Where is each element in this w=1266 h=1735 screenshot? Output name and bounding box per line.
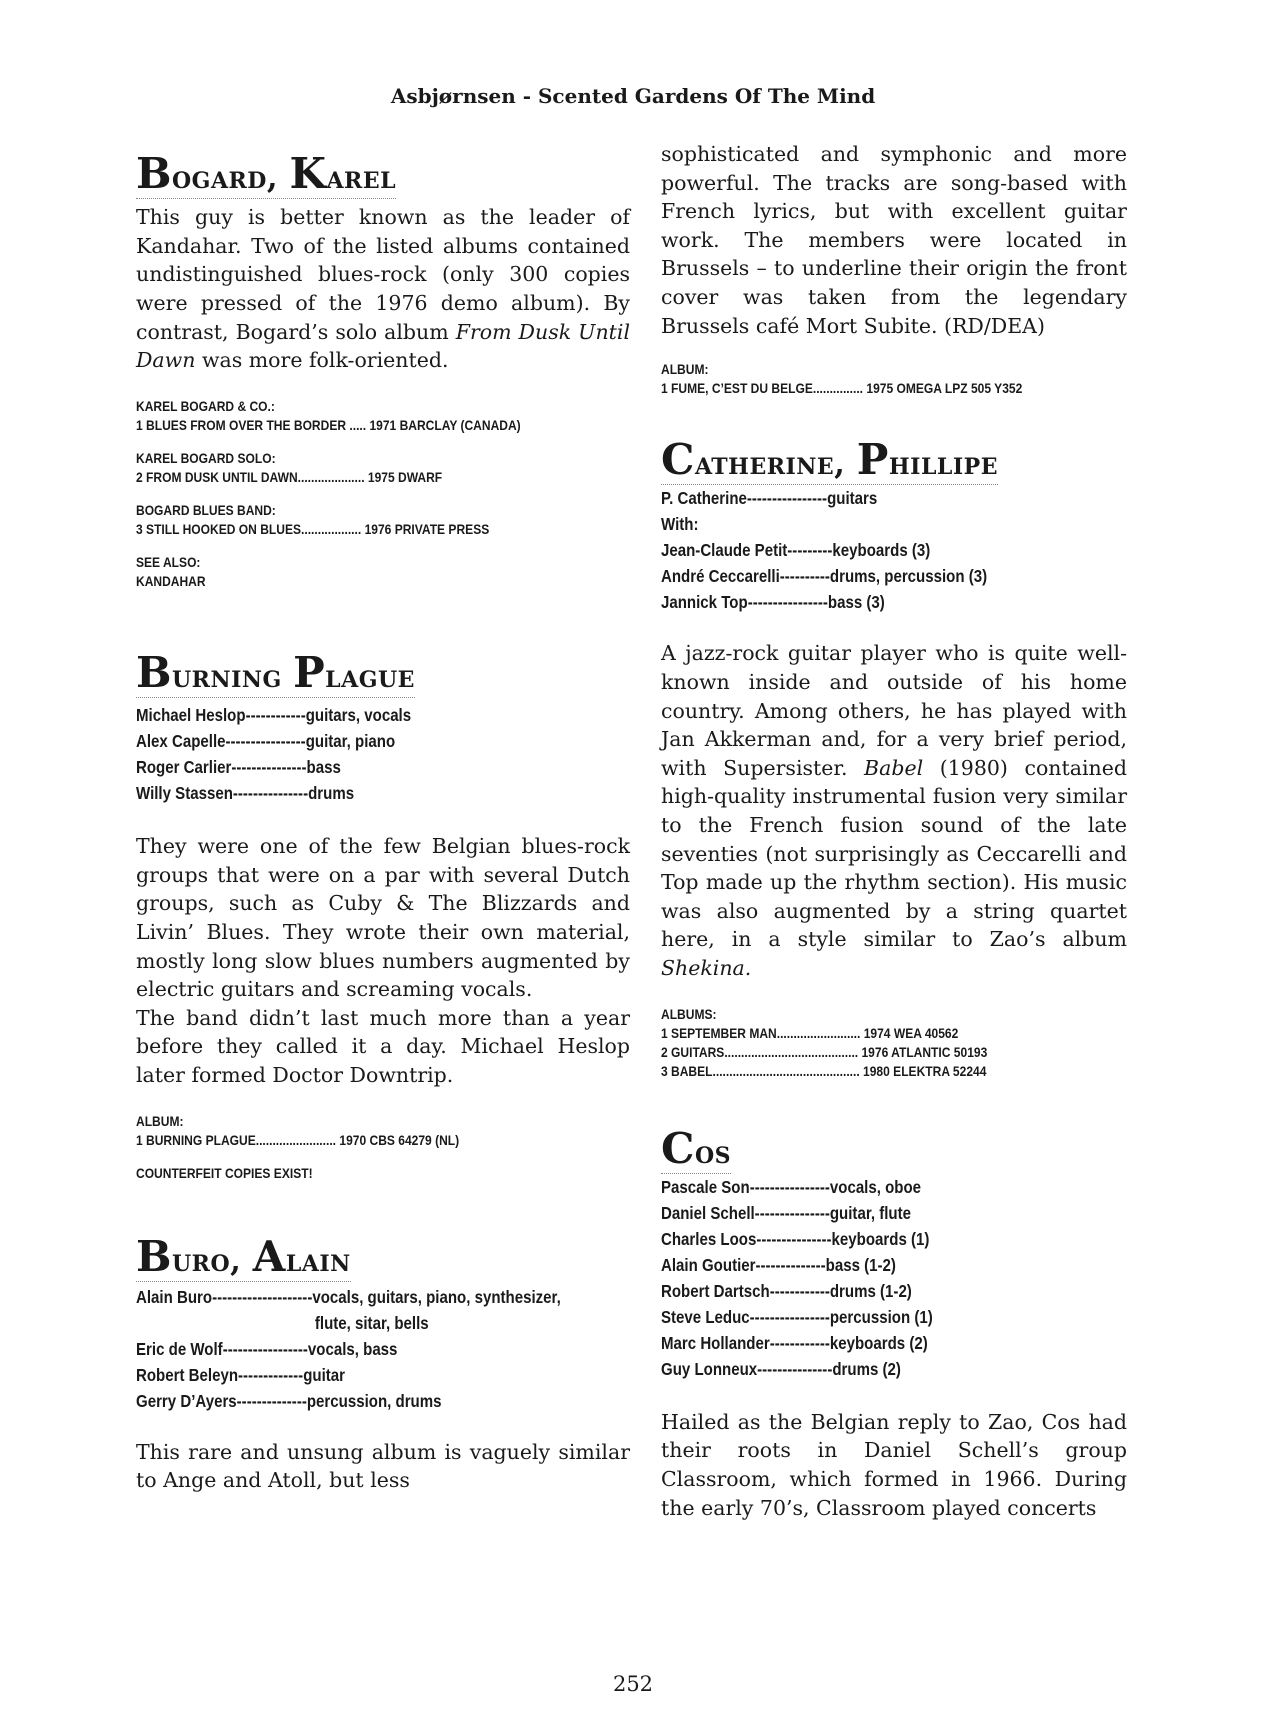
entry-title-catherine: Catherine, Phillipe (661, 435, 998, 485)
disc-group: KAREL BOGARD SOLO: 2 FROM DUSK UNTIL DAWN.................... 1975 DWARF (136, 449, 443, 485)
lineup-row: Robert Dartsch ------------ drums (1-2) (661, 1280, 912, 1301)
lineup-row: Alain Buro -------------------- vocals, guitars, piano, synthesizer, (136, 1286, 561, 1307)
lineup-row: Guy Lonneux --------------- drums (2) (661, 1358, 901, 1379)
discography-buro (661, 360, 1062, 398)
disc-line: 2 GUITARS........................................ 1976 ATLANTIC 50193 (661, 1043, 988, 1060)
disc-note: COUNTERFEIT COPIES EXIST! (136, 1164, 313, 1181)
lineup-row: Robert Beleyn ------------- guitar (136, 1364, 346, 1385)
lineup-buro (136, 1284, 561, 1414)
disc-line: 1 SEPTEMBER MAN......................... 1974 WEA 40562 (661, 1024, 959, 1041)
entry-title-cos: Cos (661, 1123, 731, 1173)
lineup-row: André Ceccarelli ---------- drums, percussion (3) (661, 566, 988, 587)
lineup-row: Alex Capelle ---------------- guitar, piano (136, 731, 396, 752)
disc-line: 3 BABEL............................................ 1980 ELEKTRA 52244 (661, 1062, 987, 1079)
discography-catherine: ALBUMS: 1 SEPTEMBER MAN......................... 1974 WEA 40562 2 GUITARS........................................ 1976 ATLANTIC 50193 3 BABEL............................................ 1980 ELEKTRA 52244 (661, 1005, 1062, 1081)
lineup-row: Michael Heslop ------------ guitars, vocals (136, 705, 412, 726)
discography-burning-plague (136, 1112, 561, 1183)
entry-body-cos: Hailed as the Belgian reply to Zao, Cos had their roots in Daniel Schell’s group Classroom, which formed in 1966. During the early 70’s, Classroom played concerts (661, 1409, 1127, 1520)
entry-cos (661, 1125, 1127, 1523)
entry-bogard (136, 150, 630, 591)
lineup-row: P. Catherine ---------------- guitars (661, 488, 878, 509)
lineup-row: Jannick Top ---------------- bass (3) (661, 592, 885, 613)
page-number: 252 (612, 1672, 654, 1696)
lineup-row: Roger Carlier --------------- bass (136, 757, 341, 778)
entry-title-buro: Buro, Alain (136, 1231, 351, 1281)
disc-group: ALBUM: 1 FUME, C’EST DU BELGE............... 1975 OMEGA LPZ 505 Y352 (661, 361, 1023, 397)
lineup-row: Steve Leduc ---------------- percussion (1) (661, 1306, 933, 1327)
left-column (136, 150, 630, 1495)
lineup-row: Willy Stassen --------------- drums (136, 783, 355, 804)
entry-burning-plague (136, 649, 630, 1183)
entry-title-burning-plague: Burning Plague (136, 647, 415, 697)
discography-bogard (136, 397, 561, 591)
lineup-row: Eric de Wolf ----------------- vocals, bass (136, 1338, 398, 1359)
disc-group: BOGARD BLUES BAND: 3 STILL HOOKED ON BLUES.................. 1976 PRIVATE PRESS (136, 501, 490, 537)
lineup-burning-plague (136, 702, 561, 806)
lineup-catherine (661, 485, 1062, 615)
lineup-row: Alain Goutier -------------- bass (1-2) (661, 1254, 896, 1275)
entry-body-buro: This rare and unsung album is vaguely similar to Ange and Atoll, but less (136, 1439, 630, 1493)
lineup-row: Pascale Son ---------------- vocals, oboe (661, 1176, 922, 1197)
disc-group: SEE ALSO: KANDAHAR (136, 553, 206, 589)
lineup-row: Marc Hollander ------------ keyboards (2) (661, 1332, 928, 1353)
lineup-row: Gerry D’Ayers -------------- percussion, drums (136, 1390, 442, 1411)
disc-group: ALBUM: 1 BURNING PLAGUE........................ 1970 CBS 64279 (NL) (136, 1112, 460, 1148)
entry-catherine (661, 436, 1127, 1080)
lineup-row: With: (661, 514, 699, 535)
lineup-cos (661, 1174, 1062, 1382)
entry-body-bogard: This guy is better known as the leader of Kandahar. Two of the listed albums contained undistinguished blues-rock (only 300 copies were pressed of the 1976 demo album). By contrast, Bogard’s solo album From Dusk Until Dawn was more folk-oriented. (136, 205, 631, 373)
disc-group: KAREL BOGARD & CO.: 1 BLUES FROM OVER THE BORDER ..... 1971 BARCLAY (CANADA) (136, 397, 521, 433)
lineup-row: Charles Loos --------------- keyboards (1) (661, 1228, 930, 1249)
entry-body-burning-plague-2: The band didn’t last much more than a year before they called it a day. Michael Heslop later formed Doctor Downtrip. (136, 1005, 630, 1087)
entry-buro-continued (661, 140, 1127, 398)
right-column (661, 140, 1127, 1522)
entry-body-burning-plague: They were one of the few Belgian blues-rock groups that were on a par with several Dutch groups, such as Cuby & The Blizzards and Livin’ Blues. They wrote their own material, mostly long slow blues numbers augmented by electric guitars and screaming vocals. (136, 834, 630, 1002)
entry-buro (136, 1233, 630, 1495)
entry-body-buro-continued: sophisticated and symphonic and more powerful. The tracks are song-based with French lyrics, but with excellent guitar work. The members were located in Brussels – to underline their origin the front cover was taken from the legendary Brussels café Mort Subite. (RD/DEA) (661, 142, 1127, 338)
lineup-row: Jean-Claude Petit --------- keyboards (3) (661, 540, 931, 561)
lineup-row: Daniel Schell --------------- guitar, flute (661, 1202, 911, 1223)
lineup-row: flute, sitar, bells (314, 1312, 429, 1333)
running-title: Asbjørnsen - Scented Gardens Of The Mind (390, 84, 876, 108)
entry-title-bogard: Bogard, Karel (136, 149, 397, 198)
entry-body-catherine: A jazz-rock guitar player who is quite well-known inside and outside of his home country. Among others, he has played with Jan Akkerman and, for a very brief period, with Supersister. Babel (1980) contained high-quality instrumental fusion very similar to the French fusion sound of the late seventies (not surprisingly as Ceccarelli and Top made up the rhythm section). His music was also augmented by a string quartet here, in a style similar to Zao’s album Shekina. (661, 641, 1127, 980)
